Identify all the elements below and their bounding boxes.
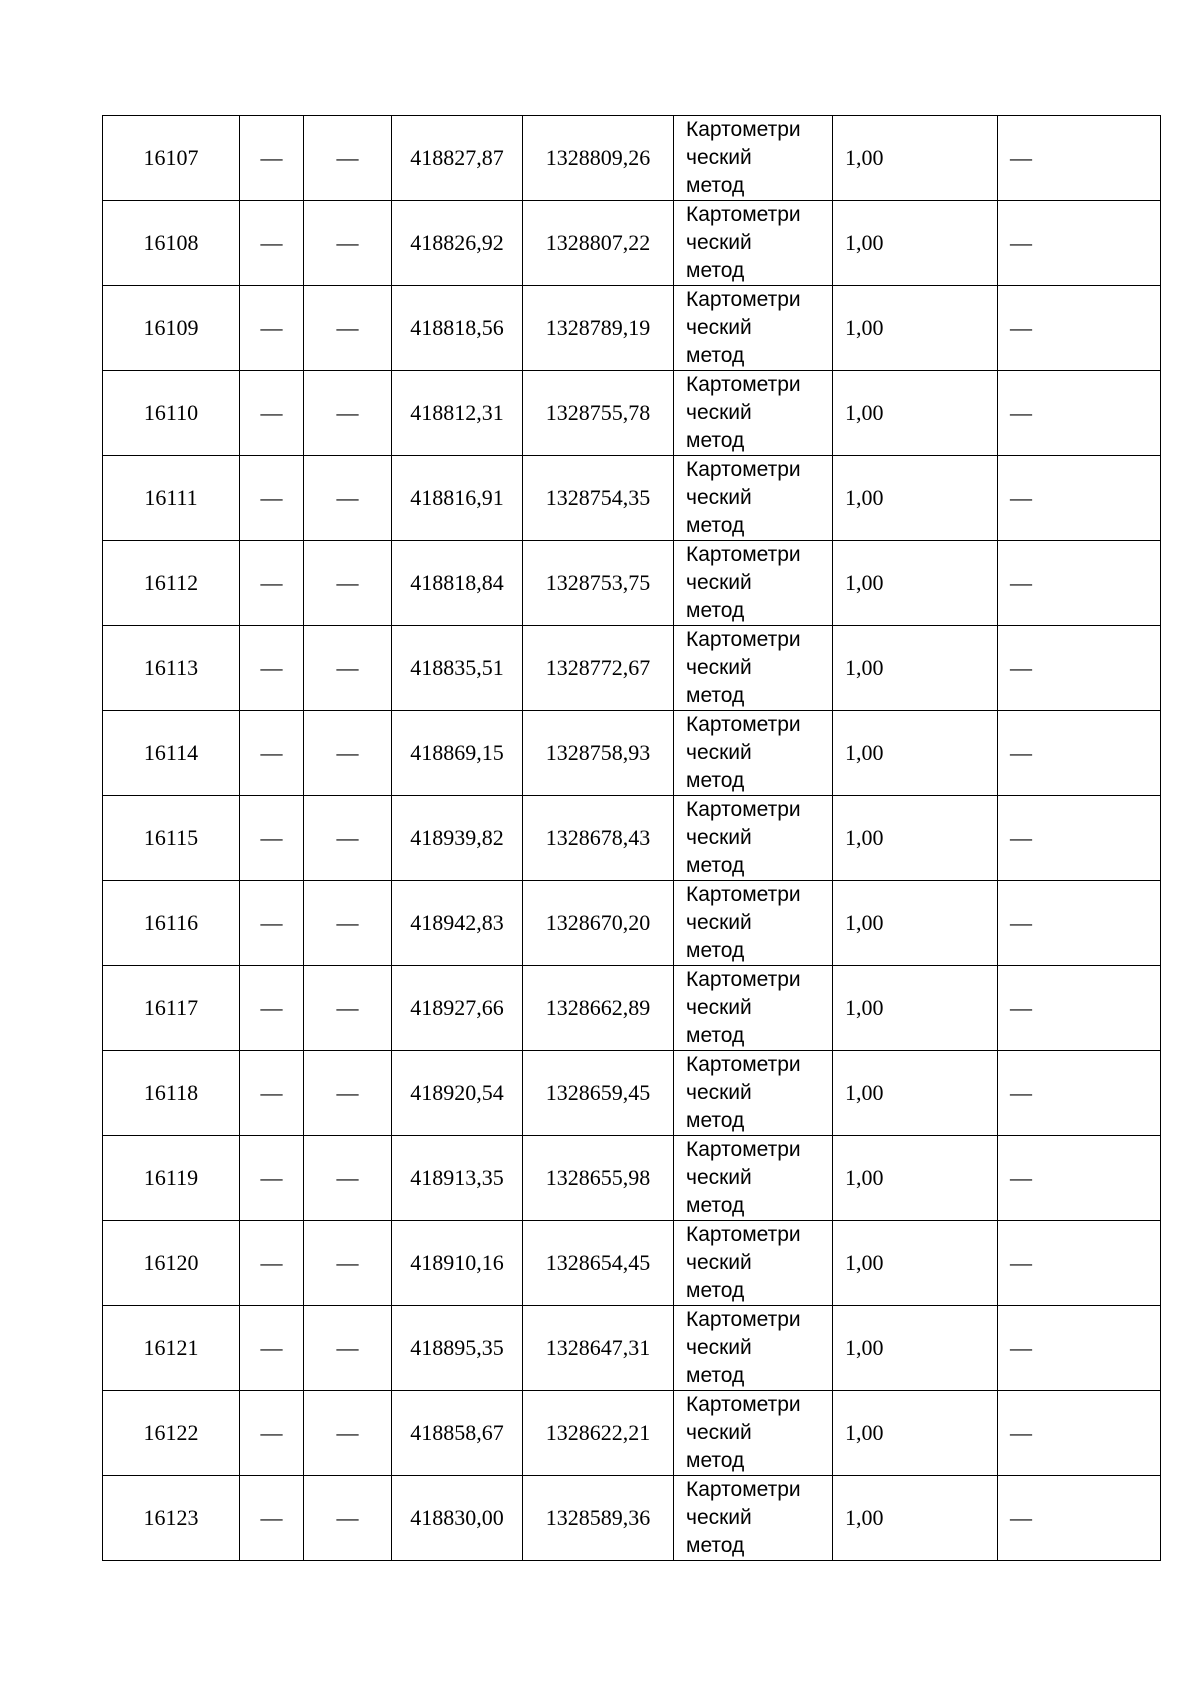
x-coordinate-cell: 418913,35 xyxy=(392,1136,523,1221)
empty-dash-cell: — xyxy=(304,1476,392,1561)
method-cell xyxy=(674,116,833,201)
x-coordinate-cell: 418895,35 xyxy=(392,1306,523,1391)
point-number-cell: 16110 xyxy=(103,371,240,456)
method-text-line: ческий xyxy=(686,316,752,339)
method-text-line: ческий xyxy=(686,656,752,679)
method-text-line: ческий xyxy=(686,1166,752,1189)
method-text-line: Картометри xyxy=(686,628,801,651)
accuracy-cell: 1,00 xyxy=(833,1306,998,1391)
table-row xyxy=(103,626,1161,711)
method-text-line: Картометри xyxy=(686,118,801,141)
empty-dash-cell: — xyxy=(240,1051,304,1136)
method-text-line: Картометри xyxy=(686,968,801,991)
y-coordinate-cell: 1328789,19 xyxy=(523,286,674,371)
empty-dash-cell: — xyxy=(304,711,392,796)
empty-dash-cell: — xyxy=(304,966,392,1051)
y-coordinate-cell: 1328754,35 xyxy=(523,456,674,541)
empty-dash-cell: — xyxy=(304,1306,392,1391)
method-text-line: метод xyxy=(686,344,745,367)
accuracy-cell: 1,00 xyxy=(833,286,998,371)
method-text-line: метод xyxy=(686,769,745,792)
method-text-line: Картометри xyxy=(686,1138,801,1161)
point-number-cell: 16116 xyxy=(103,881,240,966)
empty-dash-cell: — xyxy=(240,966,304,1051)
point-number-cell: 16114 xyxy=(103,711,240,796)
x-coordinate-cell: 418826,92 xyxy=(392,201,523,286)
method-cell xyxy=(674,1306,833,1391)
method-text-line: метод xyxy=(686,1534,745,1557)
empty-dash-cell: — xyxy=(304,541,392,626)
method-text-line: ческий xyxy=(686,1506,752,1529)
empty-dash-cell: — xyxy=(998,116,1161,201)
x-coordinate-cell: 418816,91 xyxy=(392,456,523,541)
method-text-line: Картометри xyxy=(686,288,801,311)
empty-dash-cell: — xyxy=(998,966,1161,1051)
method-text-line: Картометри xyxy=(686,1223,801,1246)
y-coordinate-cell: 1328659,45 xyxy=(523,1051,674,1136)
empty-dash-cell: — xyxy=(304,881,392,966)
y-coordinate-cell: 1328772,67 xyxy=(523,626,674,711)
empty-dash-cell: — xyxy=(998,1136,1161,1221)
empty-dash-cell: — xyxy=(304,1136,392,1221)
table-body xyxy=(103,116,1161,1561)
y-coordinate-cell: 1328662,89 xyxy=(523,966,674,1051)
table-row xyxy=(103,1051,1161,1136)
method-cell xyxy=(674,796,833,881)
point-number-cell: 16118 xyxy=(103,1051,240,1136)
x-coordinate-cell: 418927,66 xyxy=(392,966,523,1051)
table-row xyxy=(103,1306,1161,1391)
empty-dash-cell: — xyxy=(304,371,392,456)
table-row xyxy=(103,116,1161,201)
method-text-line: метод xyxy=(686,259,745,282)
accuracy-cell: 1,00 xyxy=(833,1051,998,1136)
method-text-line: метод xyxy=(686,854,745,877)
method-cell xyxy=(674,201,833,286)
accuracy-cell: 1,00 xyxy=(833,711,998,796)
method-text-line: Картометри xyxy=(686,798,801,821)
method-text-line: метод xyxy=(686,599,745,622)
empty-dash-cell: — xyxy=(998,1221,1161,1306)
empty-dash-cell: — xyxy=(304,201,392,286)
table-row xyxy=(103,456,1161,541)
method-text-line: метод xyxy=(686,1109,745,1132)
method-text-line: метод xyxy=(686,1449,745,1472)
y-coordinate-cell: 1328807,22 xyxy=(523,201,674,286)
empty-dash-cell: — xyxy=(240,1306,304,1391)
x-coordinate-cell: 418939,82 xyxy=(392,796,523,881)
method-cell xyxy=(674,1476,833,1561)
method-text-line: ческий xyxy=(686,1336,752,1359)
y-coordinate-cell: 1328753,75 xyxy=(523,541,674,626)
x-coordinate-cell: 418910,16 xyxy=(392,1221,523,1306)
table-row xyxy=(103,286,1161,371)
method-cell xyxy=(674,1391,833,1476)
y-coordinate-cell: 1328755,78 xyxy=(523,371,674,456)
empty-dash-cell: — xyxy=(240,456,304,541)
table-row xyxy=(103,1136,1161,1221)
method-cell xyxy=(674,371,833,456)
x-coordinate-cell: 418920,54 xyxy=(392,1051,523,1136)
empty-dash-cell: — xyxy=(998,626,1161,711)
method-cell xyxy=(674,881,833,966)
method-text-line: ческий xyxy=(686,996,752,1019)
method-text-line: ческий xyxy=(686,401,752,424)
empty-dash-cell: — xyxy=(240,116,304,201)
accuracy-cell: 1,00 xyxy=(833,626,998,711)
method-text-line: метод xyxy=(686,939,745,962)
x-coordinate-cell: 418827,87 xyxy=(392,116,523,201)
accuracy-cell: 1,00 xyxy=(833,881,998,966)
method-text-line: метод xyxy=(686,1194,745,1217)
empty-dash-cell: — xyxy=(998,796,1161,881)
empty-dash-cell: — xyxy=(240,1391,304,1476)
empty-dash-cell: — xyxy=(998,286,1161,371)
empty-dash-cell: — xyxy=(240,201,304,286)
method-text-line: ческий xyxy=(686,826,752,849)
x-coordinate-cell: 418869,15 xyxy=(392,711,523,796)
accuracy-cell: 1,00 xyxy=(833,371,998,456)
point-number-cell: 16111 xyxy=(103,456,240,541)
method-cell xyxy=(674,711,833,796)
y-coordinate-cell: 1328678,43 xyxy=(523,796,674,881)
empty-dash-cell: — xyxy=(998,371,1161,456)
method-cell xyxy=(674,966,833,1051)
method-text-line: Картометри xyxy=(686,373,801,396)
method-cell xyxy=(674,626,833,711)
accuracy-cell: 1,00 xyxy=(833,201,998,286)
empty-dash-cell: — xyxy=(240,286,304,371)
method-text-line: ческий xyxy=(686,911,752,934)
empty-dash-cell: — xyxy=(304,1391,392,1476)
accuracy-cell: 1,00 xyxy=(833,1136,998,1221)
x-coordinate-cell: 418942,83 xyxy=(392,881,523,966)
x-coordinate-cell: 418858,67 xyxy=(392,1391,523,1476)
table-row xyxy=(103,881,1161,966)
empty-dash-cell: — xyxy=(304,1051,392,1136)
empty-dash-cell: — xyxy=(998,1051,1161,1136)
method-text-line: Картометри xyxy=(686,883,801,906)
point-number-cell: 16119 xyxy=(103,1136,240,1221)
accuracy-cell: 1,00 xyxy=(833,1221,998,1306)
y-coordinate-cell: 1328758,93 xyxy=(523,711,674,796)
method-text-line: Картометри xyxy=(686,1053,801,1076)
table-row xyxy=(103,966,1161,1051)
method-text-line: метод xyxy=(686,429,745,452)
method-text-line: ческий xyxy=(686,1421,752,1444)
method-text-line: ческий xyxy=(686,741,752,764)
method-cell xyxy=(674,1136,833,1221)
x-coordinate-cell: 418830,00 xyxy=(392,1476,523,1561)
method-cell xyxy=(674,541,833,626)
point-number-cell: 16107 xyxy=(103,116,240,201)
method-text-line: Картометри xyxy=(686,543,801,566)
point-number-cell: 16115 xyxy=(103,796,240,881)
x-coordinate-cell: 418812,31 xyxy=(392,371,523,456)
empty-dash-cell: — xyxy=(240,711,304,796)
empty-dash-cell: — xyxy=(304,456,392,541)
method-text-line: Картометри xyxy=(686,1478,801,1501)
method-text-line: метод xyxy=(686,1364,745,1387)
empty-dash-cell: — xyxy=(304,286,392,371)
x-coordinate-cell: 418818,56 xyxy=(392,286,523,371)
empty-dash-cell: — xyxy=(240,541,304,626)
method-text-line: метод xyxy=(686,1279,745,1302)
empty-dash-cell: — xyxy=(998,711,1161,796)
empty-dash-cell: — xyxy=(998,1306,1161,1391)
method-cell xyxy=(674,1221,833,1306)
y-coordinate-cell: 1328654,45 xyxy=(523,1221,674,1306)
method-text-line: ческий xyxy=(686,1251,752,1274)
table-row xyxy=(103,1476,1161,1561)
accuracy-cell: 1,00 xyxy=(833,116,998,201)
accuracy-cell: 1,00 xyxy=(833,796,998,881)
method-text-line: ческий xyxy=(686,1081,752,1104)
accuracy-cell: 1,00 xyxy=(833,541,998,626)
table-row xyxy=(103,796,1161,881)
table-row xyxy=(103,711,1161,796)
empty-dash-cell: — xyxy=(240,881,304,966)
point-number-cell: 16113 xyxy=(103,626,240,711)
empty-dash-cell: — xyxy=(240,796,304,881)
point-number-cell: 16120 xyxy=(103,1221,240,1306)
method-cell xyxy=(674,1051,833,1136)
empty-dash-cell: — xyxy=(998,456,1161,541)
method-text-line: ческий xyxy=(686,231,752,254)
empty-dash-cell: — xyxy=(240,1136,304,1221)
point-number-cell: 16121 xyxy=(103,1306,240,1391)
accuracy-cell: 1,00 xyxy=(833,1391,998,1476)
point-number-cell: 16109 xyxy=(103,286,240,371)
accuracy-cell: 1,00 xyxy=(833,966,998,1051)
accuracy-cell: 1,00 xyxy=(833,1476,998,1561)
empty-dash-cell: — xyxy=(998,541,1161,626)
y-coordinate-cell: 1328647,31 xyxy=(523,1306,674,1391)
empty-dash-cell: — xyxy=(240,1476,304,1561)
method-cell xyxy=(674,286,833,371)
empty-dash-cell: — xyxy=(240,1221,304,1306)
method-text-line: Картометри xyxy=(686,458,801,481)
point-number-cell: 16123 xyxy=(103,1476,240,1561)
method-text-line: ческий xyxy=(686,486,752,509)
method-cell xyxy=(674,456,833,541)
method-text-line: Картометри xyxy=(686,1393,801,1416)
empty-dash-cell: — xyxy=(304,796,392,881)
coordinates-table xyxy=(102,115,1161,1561)
y-coordinate-cell: 1328655,98 xyxy=(523,1136,674,1221)
point-number-cell: 16112 xyxy=(103,541,240,626)
point-number-cell: 16117 xyxy=(103,966,240,1051)
accuracy-cell: 1,00 xyxy=(833,456,998,541)
method-text-line: Картометри xyxy=(686,203,801,226)
empty-dash-cell: — xyxy=(240,371,304,456)
table-row xyxy=(103,371,1161,456)
table-row xyxy=(103,1221,1161,1306)
method-text-line: ческий xyxy=(686,571,752,594)
method-text-line: метод xyxy=(686,684,745,707)
x-coordinate-cell: 418818,84 xyxy=(392,541,523,626)
y-coordinate-cell: 1328670,20 xyxy=(523,881,674,966)
method-text-line: метод xyxy=(686,514,745,537)
method-text-line: ческий xyxy=(686,146,752,169)
method-text-line: метод xyxy=(686,174,745,197)
empty-dash-cell: — xyxy=(998,201,1161,286)
table-row xyxy=(103,541,1161,626)
method-text-line: метод xyxy=(686,1024,745,1047)
empty-dash-cell: — xyxy=(304,626,392,711)
y-coordinate-cell: 1328622,21 xyxy=(523,1391,674,1476)
empty-dash-cell: — xyxy=(998,1391,1161,1476)
empty-dash-cell: — xyxy=(304,1221,392,1306)
point-number-cell: 16122 xyxy=(103,1391,240,1476)
empty-dash-cell: — xyxy=(998,1476,1161,1561)
empty-dash-cell: — xyxy=(998,881,1161,966)
y-coordinate-cell: 1328809,26 xyxy=(523,116,674,201)
table-row xyxy=(103,1391,1161,1476)
table-row xyxy=(103,201,1161,286)
method-text-line: Картометри xyxy=(686,1308,801,1331)
x-coordinate-cell: 418835,51 xyxy=(392,626,523,711)
method-text-line: Картометри xyxy=(686,713,801,736)
y-coordinate-cell: 1328589,36 xyxy=(523,1476,674,1561)
empty-dash-cell: — xyxy=(240,626,304,711)
empty-dash-cell: — xyxy=(304,116,392,201)
point-number-cell: 16108 xyxy=(103,201,240,286)
